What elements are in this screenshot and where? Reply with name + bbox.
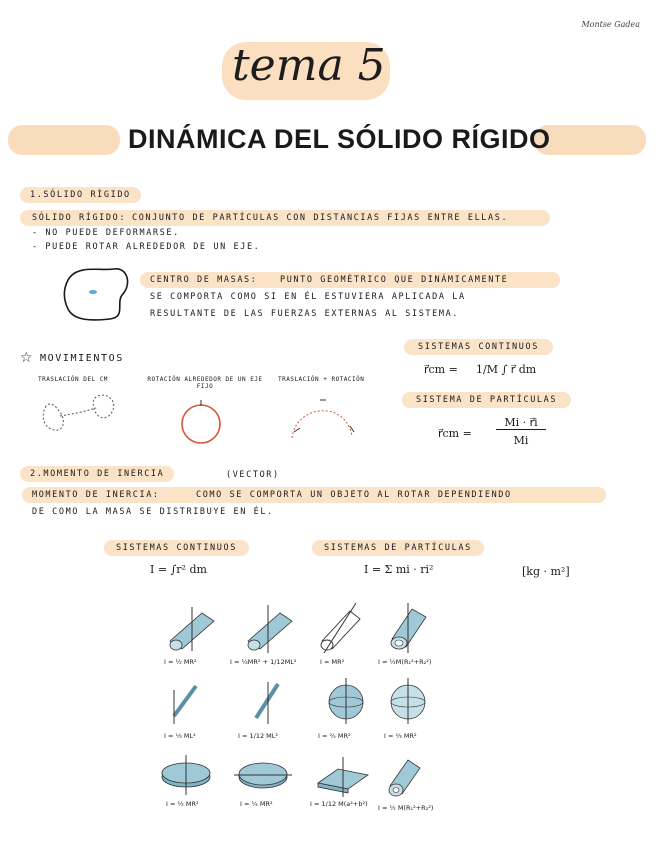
cm-particles-den: Mi xyxy=(513,434,529,447)
annular-cylinder-icon xyxy=(386,603,430,653)
cm-line-2: SE COMPORTA COMO SI EN ÉL ESTUVIERA APLICADA LA xyxy=(150,292,466,302)
author-signature: Montse Gadea xyxy=(581,20,640,29)
bullet-1: - NO PUEDE DEFORMARSE. xyxy=(32,228,180,238)
inertia-formula-2: I = ¼MR² + 1/12ML² xyxy=(230,658,297,666)
tema-label: tema 5 xyxy=(232,40,386,91)
moment-definition-term: MOMENTO DE INERCIA: xyxy=(32,490,160,500)
hollow-cylinder-icon xyxy=(162,605,222,653)
section1-heading: 1.SÓLIDO RÍGIDO xyxy=(20,187,141,203)
mov-label-2: ROTACIÓN ALREDEDOR DE UN EJE FIJO xyxy=(147,376,263,390)
moment-continuous-formula: I = ∫r² dm xyxy=(150,563,207,576)
inertia-formula-12: I = ½ M(R₁²+R₂²) xyxy=(378,804,434,812)
inertia-formula-3: I = MR² xyxy=(320,658,345,666)
inertia-formula-9: I = ½ MR² xyxy=(166,800,199,808)
mov-label-1: TRASLACIÓN DEL CM xyxy=(38,376,108,383)
moment-definition-line-2: DE COMO LA MASA SE DISTRIBUYE EN ÉL. xyxy=(32,507,274,517)
cm-continuous-rhs: 1/M ∫ r⃗ dm xyxy=(476,363,537,376)
disk-diameter-axis-icon xyxy=(234,757,292,793)
translation-rotation-diagram xyxy=(284,396,360,442)
rod-end-axis-icon xyxy=(168,680,204,724)
section2-note: (VECTOR) xyxy=(226,470,280,480)
units-label: [kg · m²] xyxy=(522,565,570,578)
moment-particles-label: SISTEMAS DE PARTÍCULAS xyxy=(312,540,484,556)
rectangular-plate-icon xyxy=(314,757,372,797)
inertia-formula-7: I = ⅖ MR² xyxy=(318,732,351,740)
section2-heading: 2.MOMENTO DE INERCIA xyxy=(20,466,174,482)
star-icon: ☆ xyxy=(20,350,33,366)
solid-definition-text: CONJUNTO DE PARTÍCULAS CON DISTANCIAS FIJAS ENTRE ELLAS. xyxy=(132,213,509,223)
inertia-formula-5: I = ⅓ ML² xyxy=(164,732,196,740)
mov-label-3: TRASLACIÓN + ROTACIÓN xyxy=(278,376,365,383)
inertia-formula-8: I = ⅔ MR² xyxy=(384,732,417,740)
cm-particles-num: Mi · r⃗i xyxy=(496,416,546,430)
solid-sphere-icon xyxy=(324,678,368,724)
inertia-formula-4: I = ½M(R₁²+R₂²) xyxy=(378,658,432,666)
disk-center-axis-icon xyxy=(158,755,214,795)
cm-line-1: PUNTO GEOMÉTRICO QUE DINÁMICAMENTE xyxy=(280,275,509,285)
inertia-formula-11: I = 1/12 M(a²+b²) xyxy=(310,800,368,808)
title-bar-left xyxy=(8,125,120,155)
solid-cylinder-center-icon xyxy=(240,605,300,653)
solid-definition-term: SÓLIDO RÍGIDO: xyxy=(32,213,127,223)
cm-particles-label: SISTEMA DE PARTÍCULAS xyxy=(402,392,571,408)
cm-line-3: RESULTANTE DE LAS FUERZAS EXTERNAS AL SISTEMA. xyxy=(150,309,460,319)
cm-particles-lhs: r⃗cm = xyxy=(438,427,472,440)
translation-diagram xyxy=(38,392,128,442)
rod-center-axis-icon xyxy=(250,680,286,724)
page-title: DINÁMICA DEL SÓLIDO RÍGIDO xyxy=(128,124,551,154)
hollow-sphere-icon xyxy=(386,678,430,724)
mass-blob-icon xyxy=(62,265,132,323)
movimientos-heading: MOVIMIENTOS xyxy=(40,353,124,364)
bullet-2: - PUEDE ROTAR ALREDEDOR DE UN EJE. xyxy=(32,242,261,252)
thin-hoop-cylinder-icon xyxy=(316,603,366,653)
thick-ring-cylinder-icon xyxy=(384,752,424,798)
moment-particles-formula: I = Σ mi · ri² xyxy=(364,563,434,576)
moment-continuous-label: SISTEMAS CONTINUOS xyxy=(104,540,249,556)
inertia-formula-10: I = ¼ MR² xyxy=(240,800,273,808)
inertia-formula-6: I = 1/12 ML² xyxy=(238,732,278,740)
moment-definition-line-1: COMO SE COMPORTA UN OBJETO AL ROTAR DEPENDIENDO xyxy=(196,490,512,500)
cm-continuous-lhs: r⃗cm = xyxy=(424,363,458,376)
cm-term: CENTRO DE MASAS: xyxy=(150,275,258,285)
inertia-formula-1: I = ½ MR² xyxy=(164,658,197,666)
rotation-diagram xyxy=(176,400,226,446)
cm-continuous-label: SISTEMAS CONTINUOS xyxy=(404,339,553,355)
